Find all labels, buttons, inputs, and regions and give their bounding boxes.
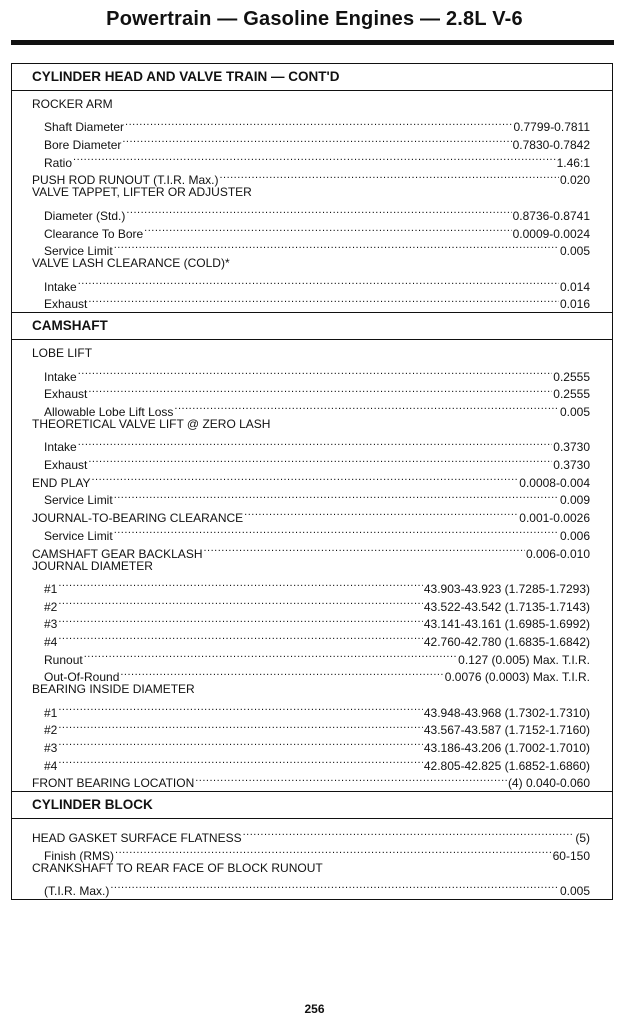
spec-label: JOURNAL DIAMETER: [32, 558, 153, 573]
spec-value: 0.005: [559, 405, 590, 419]
dot-leader: [58, 717, 423, 735]
spec-label: Intake: [44, 369, 77, 384]
spec-group-heading: [12, 860, 612, 878]
dot-leader: [58, 734, 423, 752]
spec-label: Finish (RMS): [44, 848, 115, 863]
dot-leader: [58, 593, 423, 611]
spec-value: 0.009: [559, 493, 590, 508]
dot-leader: [84, 646, 457, 664]
dot-leader: [122, 131, 511, 149]
spec-table: [11, 63, 613, 900]
dot-leader: [114, 238, 559, 256]
spec-label: Exhaust: [44, 387, 88, 402]
spec-row: [12, 824, 612, 846]
spec-value: 0.7830-0.7842: [512, 138, 590, 153]
spec-label: LOBE LIFT: [32, 346, 93, 361]
spec-label: #1: [44, 581, 58, 596]
dot-leader: [78, 363, 553, 381]
dot-leader: [88, 381, 552, 399]
page-number: 256: [304, 1002, 325, 1016]
dot-leader: [126, 202, 511, 220]
spec-label: Exhaust: [44, 458, 88, 473]
spec-value: 0.3730: [553, 440, 590, 455]
spec-label: Ratio: [44, 155, 73, 170]
spec-value: 0.005: [559, 884, 590, 899]
dot-leader: [58, 752, 423, 770]
spec-value: 43.141-43.161 (1.6985-1.6992): [423, 617, 590, 632]
dot-leader: [73, 149, 556, 167]
spec-label: Exhaust: [44, 297, 88, 312]
spec-value: 43.522-43.542 (1.7135-1.7143): [423, 599, 590, 614]
spec-label: Shaft Diameter: [44, 120, 125, 135]
dot-leader: [91, 469, 518, 487]
spec-value: 0.0076 (0.0003) Max. T.I.R.: [444, 670, 590, 685]
spec-label: #1: [44, 705, 58, 720]
dot-leader: [78, 434, 553, 452]
spec-row: [12, 381, 612, 402]
spec-label: Runout: [44, 652, 83, 667]
spec-value: 0.2555: [553, 387, 590, 402]
spec-label: (T.I.R. Max.): [44, 884, 110, 899]
dot-leader: [244, 504, 518, 522]
section-heading: CAMSHAFT: [12, 312, 612, 340]
spec-row: [12, 469, 612, 490]
spec-label: VALVE TAPPET, LIFTER OR ADJUSTER: [32, 185, 252, 200]
dot-leader: [115, 842, 552, 860]
spec-label: Diameter (Std.): [44, 208, 126, 223]
spec-row: [12, 575, 612, 596]
spec-label: CAMSHAFT GEAR BACKLASH: [32, 546, 203, 561]
dot-leader: [120, 664, 443, 682]
dot-leader: [58, 628, 423, 646]
dot-leader: [144, 220, 511, 238]
spec-row: [12, 434, 612, 455]
dot-leader: [78, 273, 559, 291]
spec-label: #2: [44, 723, 58, 738]
section-body: [12, 91, 612, 312]
spec-value: 0.001-0.0026: [519, 511, 590, 526]
spec-label: Intake: [44, 279, 77, 294]
spec-row: [12, 167, 612, 188]
spec-value: (5): [575, 831, 590, 846]
spec-value: 43.948-43.968 (1.7302-1.7310): [423, 705, 590, 720]
spec-label: Out-Of-Round: [44, 670, 120, 685]
spec-value: 0.005: [559, 244, 590, 259]
section-heading: CYLINDER HEAD AND VALVE TRAIN — CONT'D: [12, 64, 612, 91]
spec-value: 0.127 (0.005) Max. T.I.R.: [458, 652, 590, 667]
spec-label: PUSH ROD RUNOUT (T.I.R. Max.): [32, 173, 219, 188]
spec-label: JOURNAL-TO-BEARING CLEARANCE: [32, 511, 244, 526]
spec-label: BEARING INSIDE DIAMETER: [32, 682, 195, 697]
spec-group-heading: [12, 558, 612, 576]
dot-leader: [88, 451, 552, 469]
spec-value: 1.46:1: [556, 155, 590, 170]
dot-leader: [58, 699, 423, 717]
spec-value: 43.186-43.206 (1.7002-1.7010): [423, 741, 590, 756]
spec-value: 0.0009-0.0024: [512, 226, 590, 241]
spec-row: [12, 291, 612, 312]
spec-row: [12, 273, 612, 294]
spec-label: CRANKSHAFT TO REAR FACE OF BLOCK RUNOUT: [32, 860, 323, 875]
spec-label: #3: [44, 741, 58, 756]
spec-label: Bore Diameter: [44, 138, 122, 153]
spec-value: 0.006-0.010: [525, 546, 590, 561]
spec-value: 0.8736-0.8741: [512, 208, 590, 223]
dot-leader: [125, 114, 512, 132]
spec-label: HEAD GASKET SURFACE FLATNESS: [32, 831, 242, 846]
section-body: [12, 340, 612, 791]
spec-row: [12, 149, 612, 170]
spec-group-heading: [12, 345, 612, 363]
spec-label: FRONT BEARING LOCATION: [32, 776, 195, 791]
spec-value: 42.805-42.825 (1.6852-1.6860): [423, 758, 590, 773]
dot-leader: [114, 522, 559, 540]
spec-group-heading: [12, 184, 612, 202]
title-rule: [11, 40, 614, 45]
spec-value: 0.0008-0.004: [519, 475, 590, 490]
spec-value: 0.7799-0.7811: [513, 120, 590, 135]
spec-row: [12, 878, 612, 899]
spec-label: THEORETICAL VALVE LIFT @ ZERO LASH: [32, 417, 271, 431]
section-body: [12, 819, 612, 899]
dot-leader: [58, 575, 423, 593]
spec-label: VALVE LASH CLEARANCE (COLD)*: [32, 256, 230, 271]
spec-label: #2: [44, 599, 58, 614]
spec-label: ROCKER ARM: [32, 97, 113, 111]
spec-group-heading: [12, 255, 612, 273]
spec-label: Service Limit: [44, 244, 113, 259]
spec-row: [12, 202, 612, 223]
spec-row: [12, 114, 612, 135]
dot-leader: [110, 878, 559, 896]
dot-leader: [114, 487, 559, 505]
spec-row: [12, 398, 612, 419]
section-heading: CYLINDER BLOCK: [12, 791, 612, 819]
page-title: Powertrain — Gasoline Engines — 2.8L V-6: [106, 8, 523, 30]
spec-row: [12, 451, 612, 473]
spec-row: [12, 363, 612, 384]
dot-leader: [174, 398, 559, 416]
spec-group-heading: [12, 96, 612, 114]
spec-label: Intake: [44, 440, 77, 455]
spec-label: #3: [44, 617, 58, 632]
spec-value: 60-150: [552, 848, 590, 863]
spec-value: 43.903-43.923 (1.7285-1.7293): [423, 581, 590, 596]
spec-value: 0.2555: [553, 369, 590, 384]
spec-label: #4: [44, 758, 58, 773]
spec-value: (4) 0.040-0.060: [507, 776, 590, 791]
spec-row: [12, 487, 612, 508]
dot-leader: [88, 291, 559, 309]
spec-value: 43.567-43.587 (1.7152-1.7160): [423, 723, 590, 738]
spec-value: 0.006: [559, 528, 590, 543]
dot-leader: [203, 540, 524, 558]
spec-value: 42.760-42.780 (1.6835-1.6842): [423, 634, 590, 649]
spec-label: END PLAY: [32, 475, 91, 490]
spec-group-heading: [12, 416, 612, 434]
spec-label: Allowable Lobe Lift Loss: [44, 405, 174, 419]
dot-leader: [195, 770, 507, 788]
spec-label: Clearance To Bore: [44, 226, 144, 241]
spec-value: 0.016: [559, 297, 590, 312]
spec-value: 0.014: [559, 279, 590, 294]
dot-leader: [58, 611, 423, 629]
spec-label: Service Limit: [44, 528, 113, 543]
spec-value: 0.3730: [553, 458, 590, 473]
spec-label: Service Limit: [44, 493, 113, 508]
spec-row: [12, 699, 612, 720]
spec-label: #4: [44, 634, 58, 649]
spec-value: 0.020: [559, 173, 590, 188]
dot-leader: [243, 824, 575, 842]
dot-leader: [219, 167, 559, 185]
